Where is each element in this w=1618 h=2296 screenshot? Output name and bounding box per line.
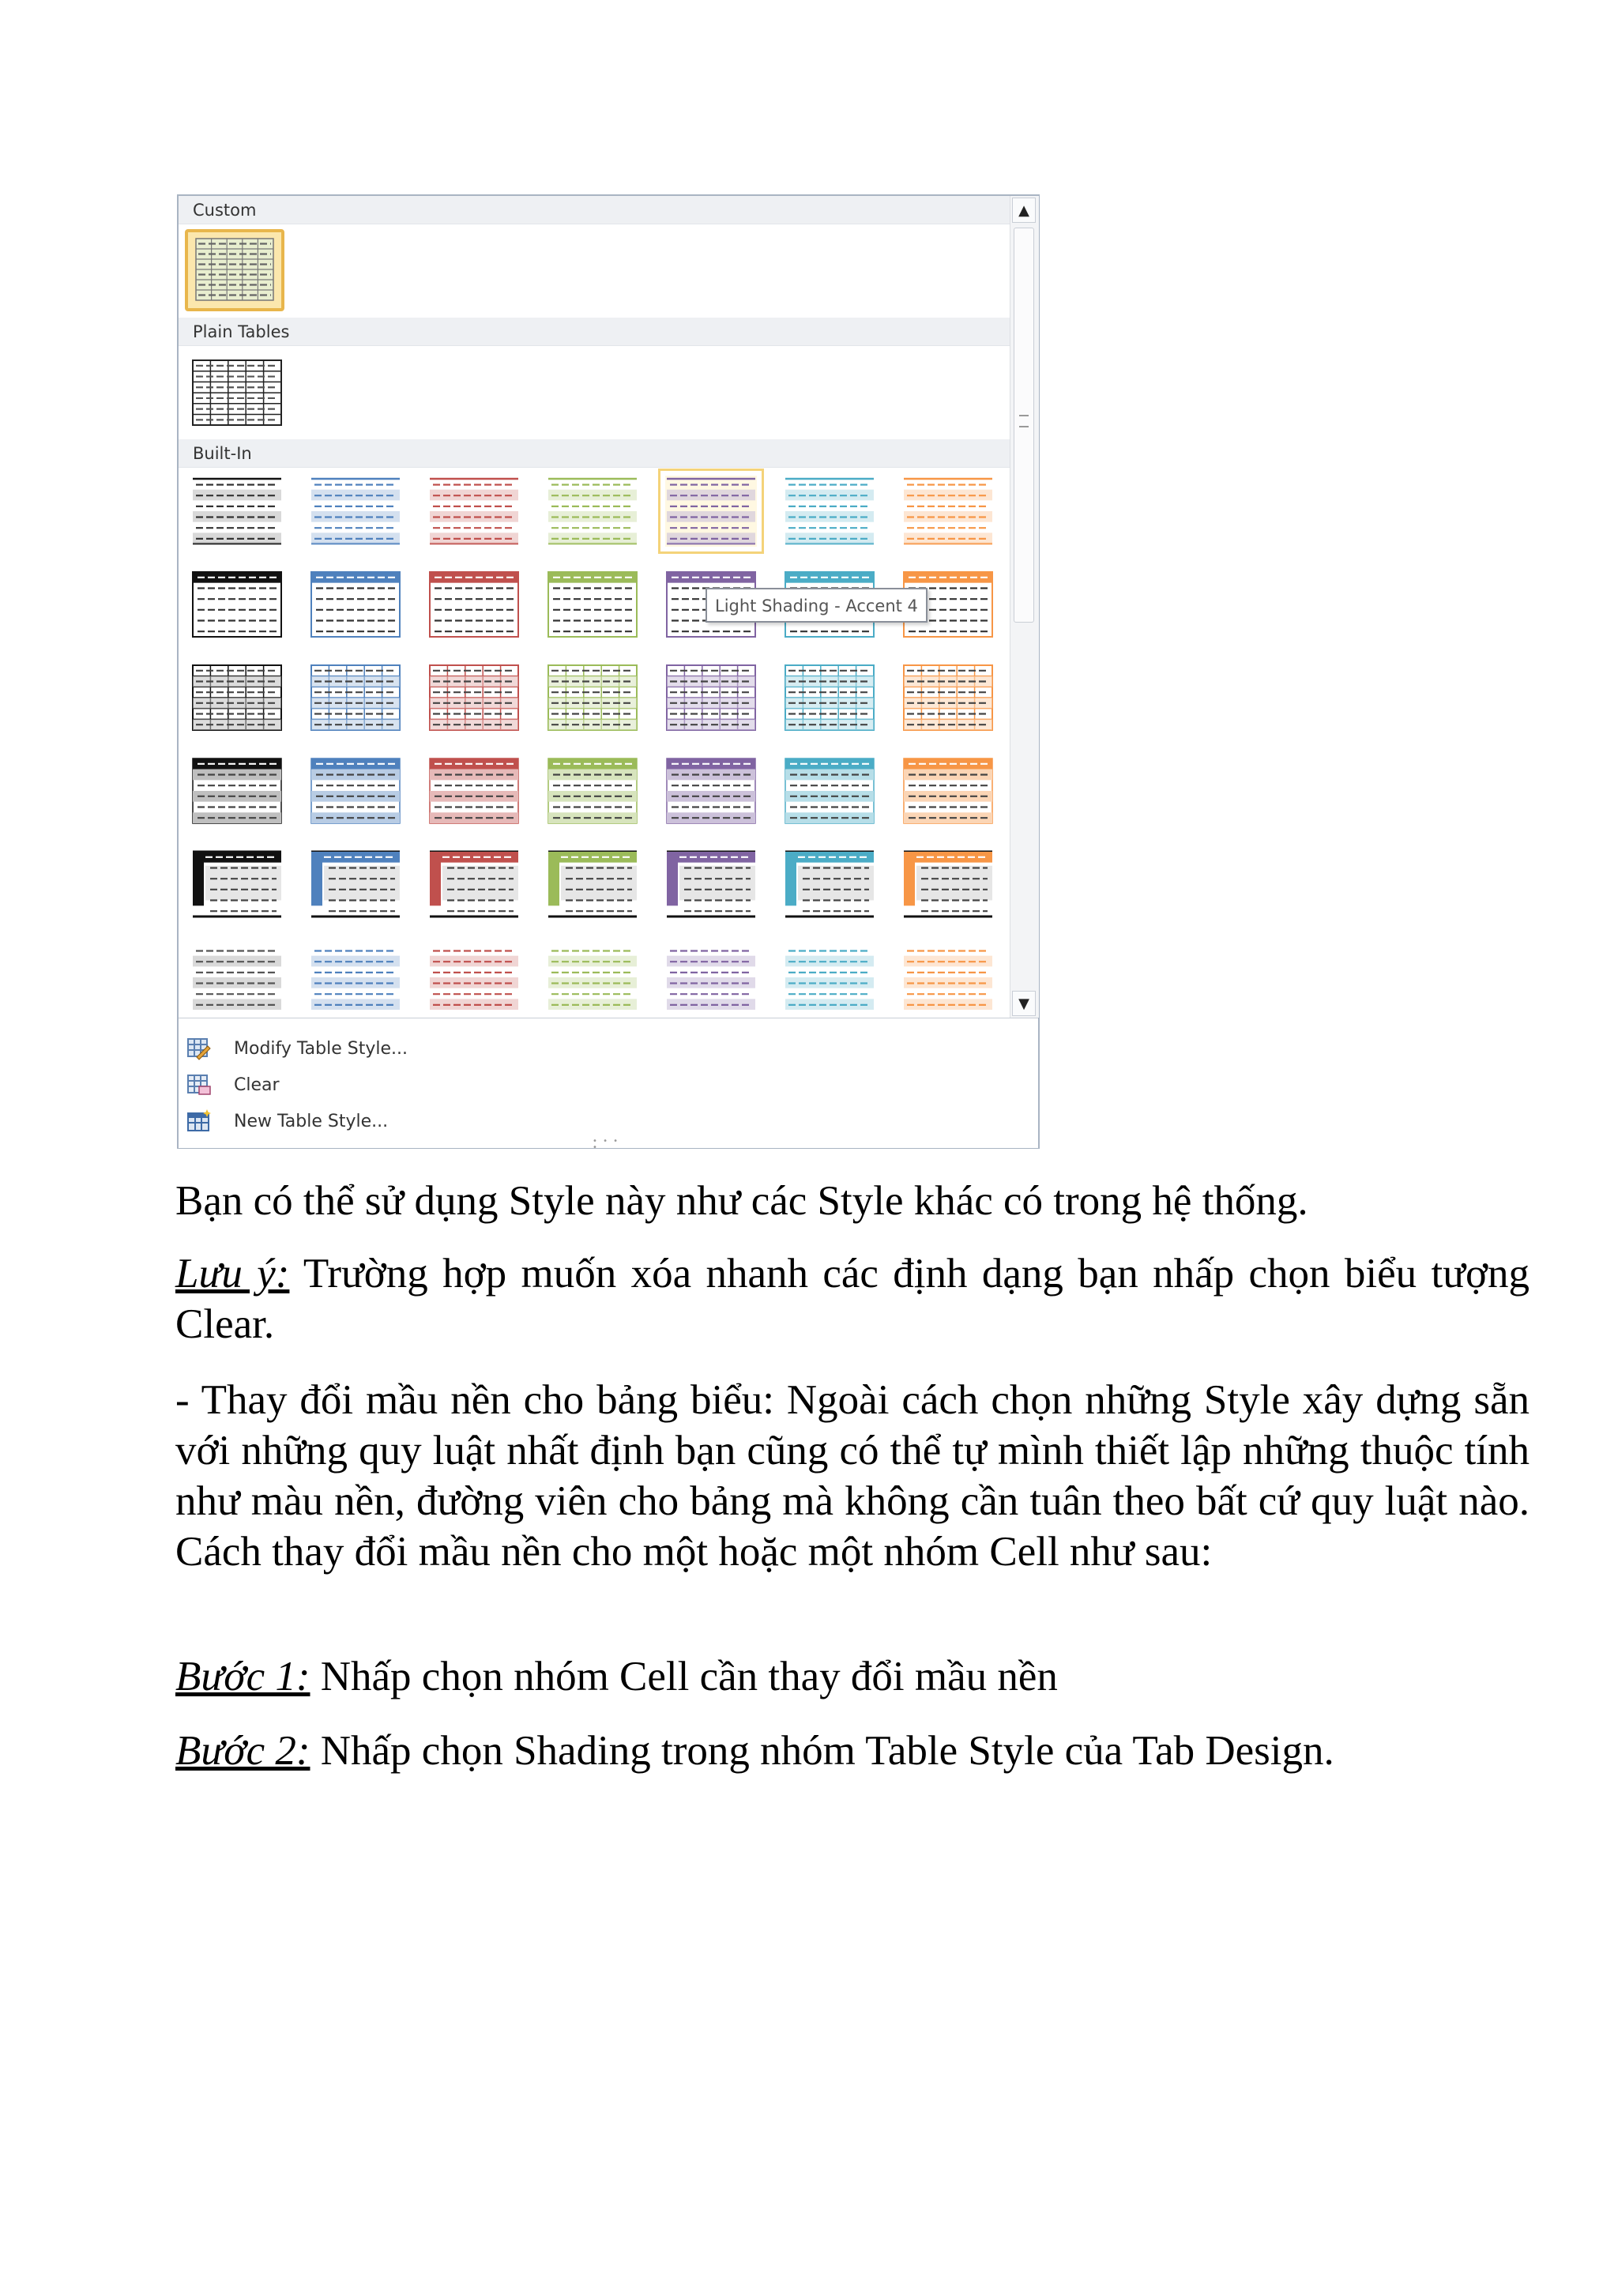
built-in-style-medium-shading-2-1[interactable] — [310, 849, 401, 920]
step-1-text: Nhấp chọn nhóm Cell cần thay đổi mầu nền — [310, 1654, 1058, 1699]
built-in-style-light-list-1[interactable] — [310, 569, 401, 640]
built-in-style-light-shading-6[interactable] — [902, 476, 994, 547]
style-tooltip: Light Shading - Accent 4 — [706, 588, 928, 623]
built-in-style-light-shading-4[interactable] — [665, 476, 757, 547]
built-in-style-medium-list-1-5[interactable] — [784, 942, 875, 1013]
clear-table-icon — [186, 1072, 212, 1097]
built-in-style-light-list-3[interactable] — [547, 569, 638, 640]
built-in-style-light-grid-5[interactable] — [784, 662, 875, 733]
step-1-label: Bước 1: — [175, 1654, 310, 1699]
gallery-scrollbar[interactable] — [1010, 196, 1039, 1018]
new-table-style-icon — [186, 1108, 212, 1134]
built-in-style-light-shading-0[interactable] — [191, 476, 283, 547]
paragraph-note — [175, 1248, 1530, 1349]
new-table-style-command[interactable] — [186, 1105, 502, 1137]
step-2-label: Bước 2: — [175, 1728, 310, 1774]
paragraph-shading: - Thay đổi mầu nền cho bảng biểu: Ngoài cách chọn những Style xây dựng sẵn với những quy luật nhất định bạn cũng có thể tự mình thiết lập những thuộc tính như màu nền, đường viên cho bảng mà không cần tuân theo bất cứ quy luật nào. Cách thay đổi mầu nền cho một hoặc một nhóm Cell như sau: — [175, 1377, 1530, 1575]
built-in-style-medium-shading-1-6[interactable] — [902, 755, 994, 826]
section-header-plain-tables: Plain Tables — [179, 318, 1010, 346]
step-1 — [175, 1651, 1530, 1702]
scroll-up-button[interactable] — [1012, 198, 1036, 223]
plain-table-grid-style[interactable] — [191, 357, 283, 428]
built-in-style-medium-shading-1-1[interactable] — [310, 755, 401, 826]
section-header-custom: Custom — [179, 196, 1010, 224]
modify-table-style-command[interactable] — [186, 1033, 502, 1064]
built-in-style-medium-shading-2-4[interactable] — [665, 849, 757, 920]
built-in-style-medium-shading-2-6[interactable] — [902, 849, 994, 920]
grip-icon — [1019, 415, 1029, 427]
modify-table-style-label: Modify Table Style... — [234, 1038, 408, 1059]
clear-label: Clear — [234, 1075, 280, 1095]
arrow-down-icon: ▼ — [1018, 995, 1029, 1012]
built-in-style-medium-list-1-1[interactable] — [310, 942, 401, 1013]
built-in-style-light-grid-3[interactable] — [547, 662, 638, 733]
built-in-style-light-list-2[interactable] — [428, 569, 520, 640]
gallery-commands — [179, 1018, 1038, 1152]
new-table-style-label: New Table Style... — [234, 1111, 389, 1131]
built-in-style-medium-shading-2-0[interactable] — [191, 849, 283, 920]
scroll-down-button[interactable] — [1012, 991, 1036, 1016]
section-header-built-in: Built-In — [179, 439, 1010, 468]
custom-table-style[interactable] — [185, 229, 284, 311]
built-in-style-light-shading-5[interactable] — [784, 476, 875, 547]
note-label: Lưu ý: — [175, 1251, 290, 1297]
clear-command[interactable] — [186, 1069, 502, 1101]
scroll-thumb[interactable] — [1014, 228, 1034, 623]
built-in-style-light-grid-1[interactable] — [310, 662, 401, 733]
built-in-style-medium-list-1-6[interactable] — [902, 942, 994, 1013]
built-in-style-light-grid-0[interactable] — [191, 662, 283, 733]
built-in-style-light-shading-3[interactable] — [547, 476, 638, 547]
built-in-style-medium-list-1-3[interactable] — [547, 942, 638, 1013]
paragraph-1: Bạn có thể sử dụng Style này như các Style khác có trong hệ thống. — [175, 1178, 1308, 1224]
built-in-style-medium-list-1-2[interactable] — [428, 942, 520, 1013]
built-in-style-medium-list-1-4[interactable] — [665, 942, 757, 1013]
built-in-style-medium-shading-2-3[interactable] — [547, 849, 638, 920]
built-in-style-medium-shading-1-4[interactable] — [665, 755, 757, 826]
built-in-style-light-grid-2[interactable] — [428, 662, 520, 733]
built-in-style-light-shading-1[interactable] — [310, 476, 401, 547]
modify-table-style-icon — [186, 1036, 212, 1061]
built-in-style-light-grid-6[interactable] — [902, 662, 994, 733]
built-in-style-light-shading-2[interactable] — [428, 476, 520, 547]
table-style-gallery — [177, 194, 1040, 1152]
arrow-up-icon: ▲ — [1018, 201, 1029, 219]
built-in-style-light-grid-4[interactable] — [665, 662, 757, 733]
built-in-style-medium-shading-1-0[interactable] — [191, 755, 283, 826]
built-in-style-light-list-0[interactable] — [191, 569, 283, 640]
built-in-style-medium-shading-1-5[interactable] — [784, 755, 875, 826]
built-in-style-medium-shading-2-2[interactable] — [428, 849, 520, 920]
step-2 — [175, 1726, 1530, 1776]
built-in-style-medium-list-1-0[interactable] — [191, 942, 283, 1013]
resize-grip-icon[interactable]: • • • • — [593, 1137, 620, 1152]
built-in-style-medium-shading-1-2[interactable] — [428, 755, 520, 826]
step-2-text: Nhấp chọn Shading trong nhóm Table Style của Tab Design. — [310, 1728, 1334, 1774]
built-in-style-medium-shading-1-3[interactable] — [547, 755, 638, 826]
note-text: Trường hợp muốn xóa nhanh các định dạng bạn nhấp chọn biểu tượng Clear. — [175, 1251, 1530, 1347]
built-in-style-medium-shading-2-5[interactable] — [784, 849, 875, 920]
